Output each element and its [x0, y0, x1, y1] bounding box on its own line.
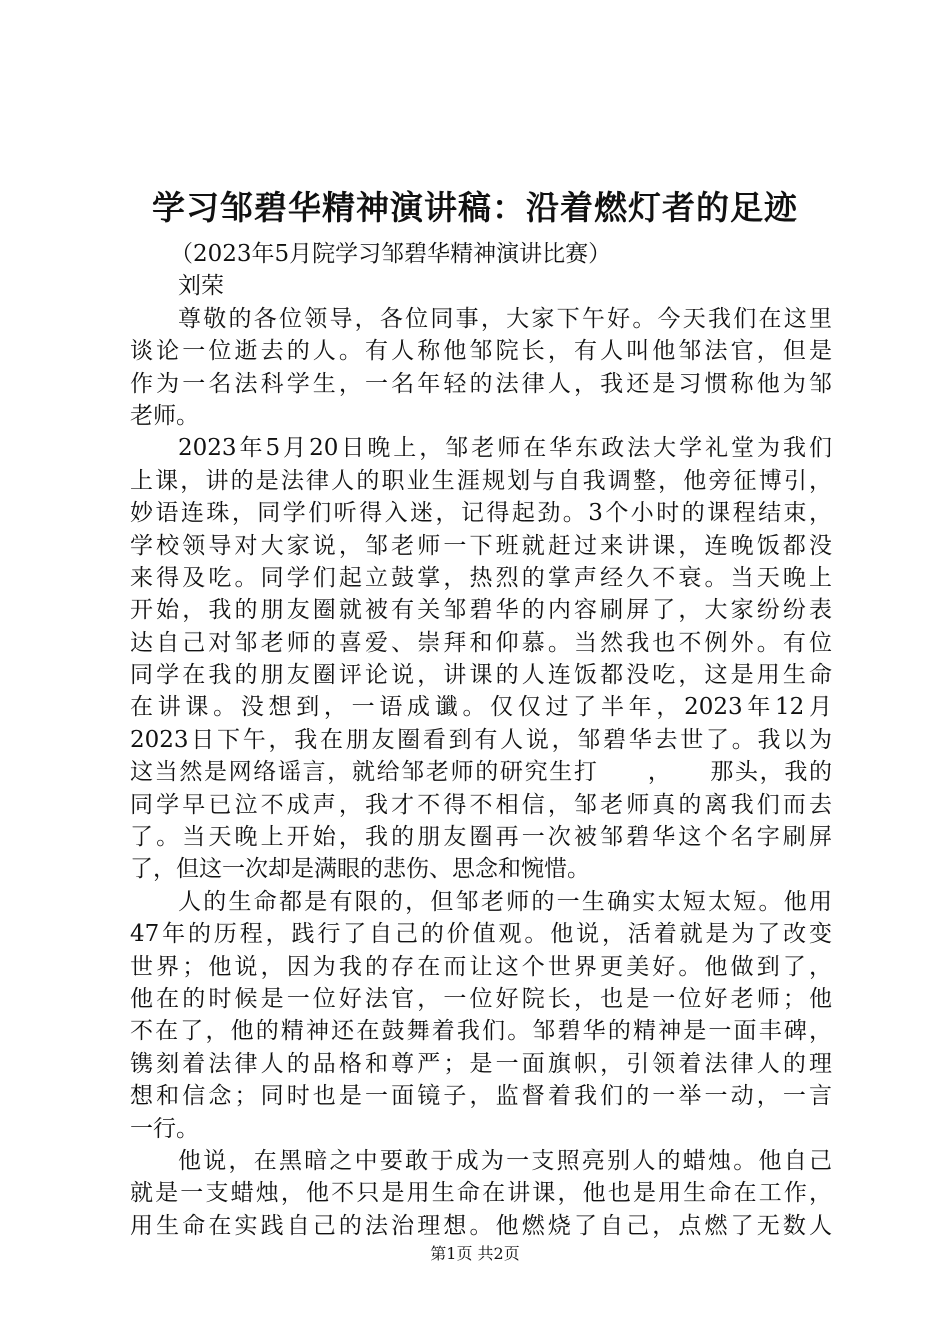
- author-name: 刘荣: [178, 273, 224, 300]
- document-subtitle: （2023年5月院学习邹碧华精神演讲比赛）: [170, 241, 612, 267]
- paragraph-line: 开始，我的朋友圈就被有关邹碧华的内容刷屏了，大家纷纷表: [130, 597, 832, 624]
- paragraph-line: 用生命在实践自己的法治理想。他燃烧了自己，点燃了无数人: [130, 1212, 832, 1239]
- paragraph-line: 人的生命都是有限的，但邹老师的一生确实太短太短。他用: [178, 888, 832, 915]
- paragraph-line: 47年的历程，践行了自己的价值观。他说，活着就是为了改变: [130, 921, 832, 948]
- paragraph-line: 来得及吃。同学们起立鼓掌，热烈的掌声经久不衰。当天晚上: [130, 564, 832, 591]
- paragraph-line: 2023日下午，我在朋友圈看到有人说，邹碧华去世了。我以为: [130, 726, 832, 753]
- paragraph-line: 老师。: [130, 402, 199, 429]
- paragraph-line: 了。当天晚上开始，我的朋友圈再一次被邹碧华这个名字刷屏: [130, 824, 832, 851]
- paragraph-line: 学校领导对大家说，邹老师一下班就赶过来讲课，连晚饭都没: [130, 532, 832, 559]
- paragraph-line: 妙语连珠，同学们听得入迷，记得起劲。3个小时的课程结束，: [130, 500, 832, 527]
- paragraph-line: 作为一名法科学生，一名年轻的法律人，我还是习惯称他为邹: [130, 370, 832, 397]
- paragraph-line: 想和信念；同时也是一面镜子，监督着我们的一举一动，一言: [130, 1083, 832, 1110]
- paragraph-line: 这当然是网络谣言，就给邹老师的研究生打 ， 那头，我的: [130, 759, 832, 786]
- paragraph-line: 达自己对邹老师的喜爱、崇拜和仰慕。当然我也不例外。有位: [130, 629, 832, 656]
- paragraph-line: 不在了，他的精神还在鼓舞着我们。邹碧华的精神是一面丰碑，: [130, 1018, 832, 1045]
- paragraph-line: 他在的时候是一位好法官，一位好院长，也是一位好老师；他: [130, 985, 832, 1012]
- paragraph-line: 上课，讲的是法律人的职业生涯规划与自我调整，他旁征博引，: [130, 467, 832, 494]
- paragraph-line: 了，但这一次却是满眼的悲伤、思念和惋惜。: [130, 856, 590, 883]
- paragraph-line: 尊敬的各位领导，各位同事，大家下午好。今天我们在这里: [178, 305, 832, 332]
- paragraph-line: 镌刻着法律人的品格和尊严；是一面旗帜，引领着法律人的理: [130, 1050, 832, 1077]
- document-title: 学习邹碧华精神演讲稿：沿着燃灯者的足迹: [152, 188, 798, 227]
- paragraph-line: 同学早已泣不成声，我才不得不相信，邹老师真的离我们而去: [130, 791, 832, 818]
- document-body: [130, 238, 832, 1242]
- paragraph-line: 就是一支蜡烛，他不只是用生命在讲课，他也是用生命在工作，: [130, 1180, 832, 1207]
- page-footer: 第1页 共2页: [430, 1244, 520, 1263]
- paragraph-line: 谈论一位逝去的人。有人称他邹院长，有人叫他邹法官，但是: [130, 338, 832, 365]
- paragraph-line: 他说，在黑暗之中要敢于成为一支照亮别人的蜡烛。他自己: [178, 1147, 832, 1174]
- paragraph-line: 2023年5月20日晚上，邹老师在华东政法大学礼堂为我们: [178, 435, 832, 462]
- paragraph-line: 一行。: [130, 1115, 199, 1142]
- paragraph-line: 同学在我的朋友圈评论说，讲课的人连饭都没吃，这是用生命: [130, 662, 832, 689]
- paragraph-line: 在讲课。没想到，一语成谶。仅仅过了半年，2023年12月: [130, 694, 832, 721]
- paragraph-line: 世界；他说，因为我的存在而让这个世界更美好。他做到了，: [130, 953, 832, 980]
